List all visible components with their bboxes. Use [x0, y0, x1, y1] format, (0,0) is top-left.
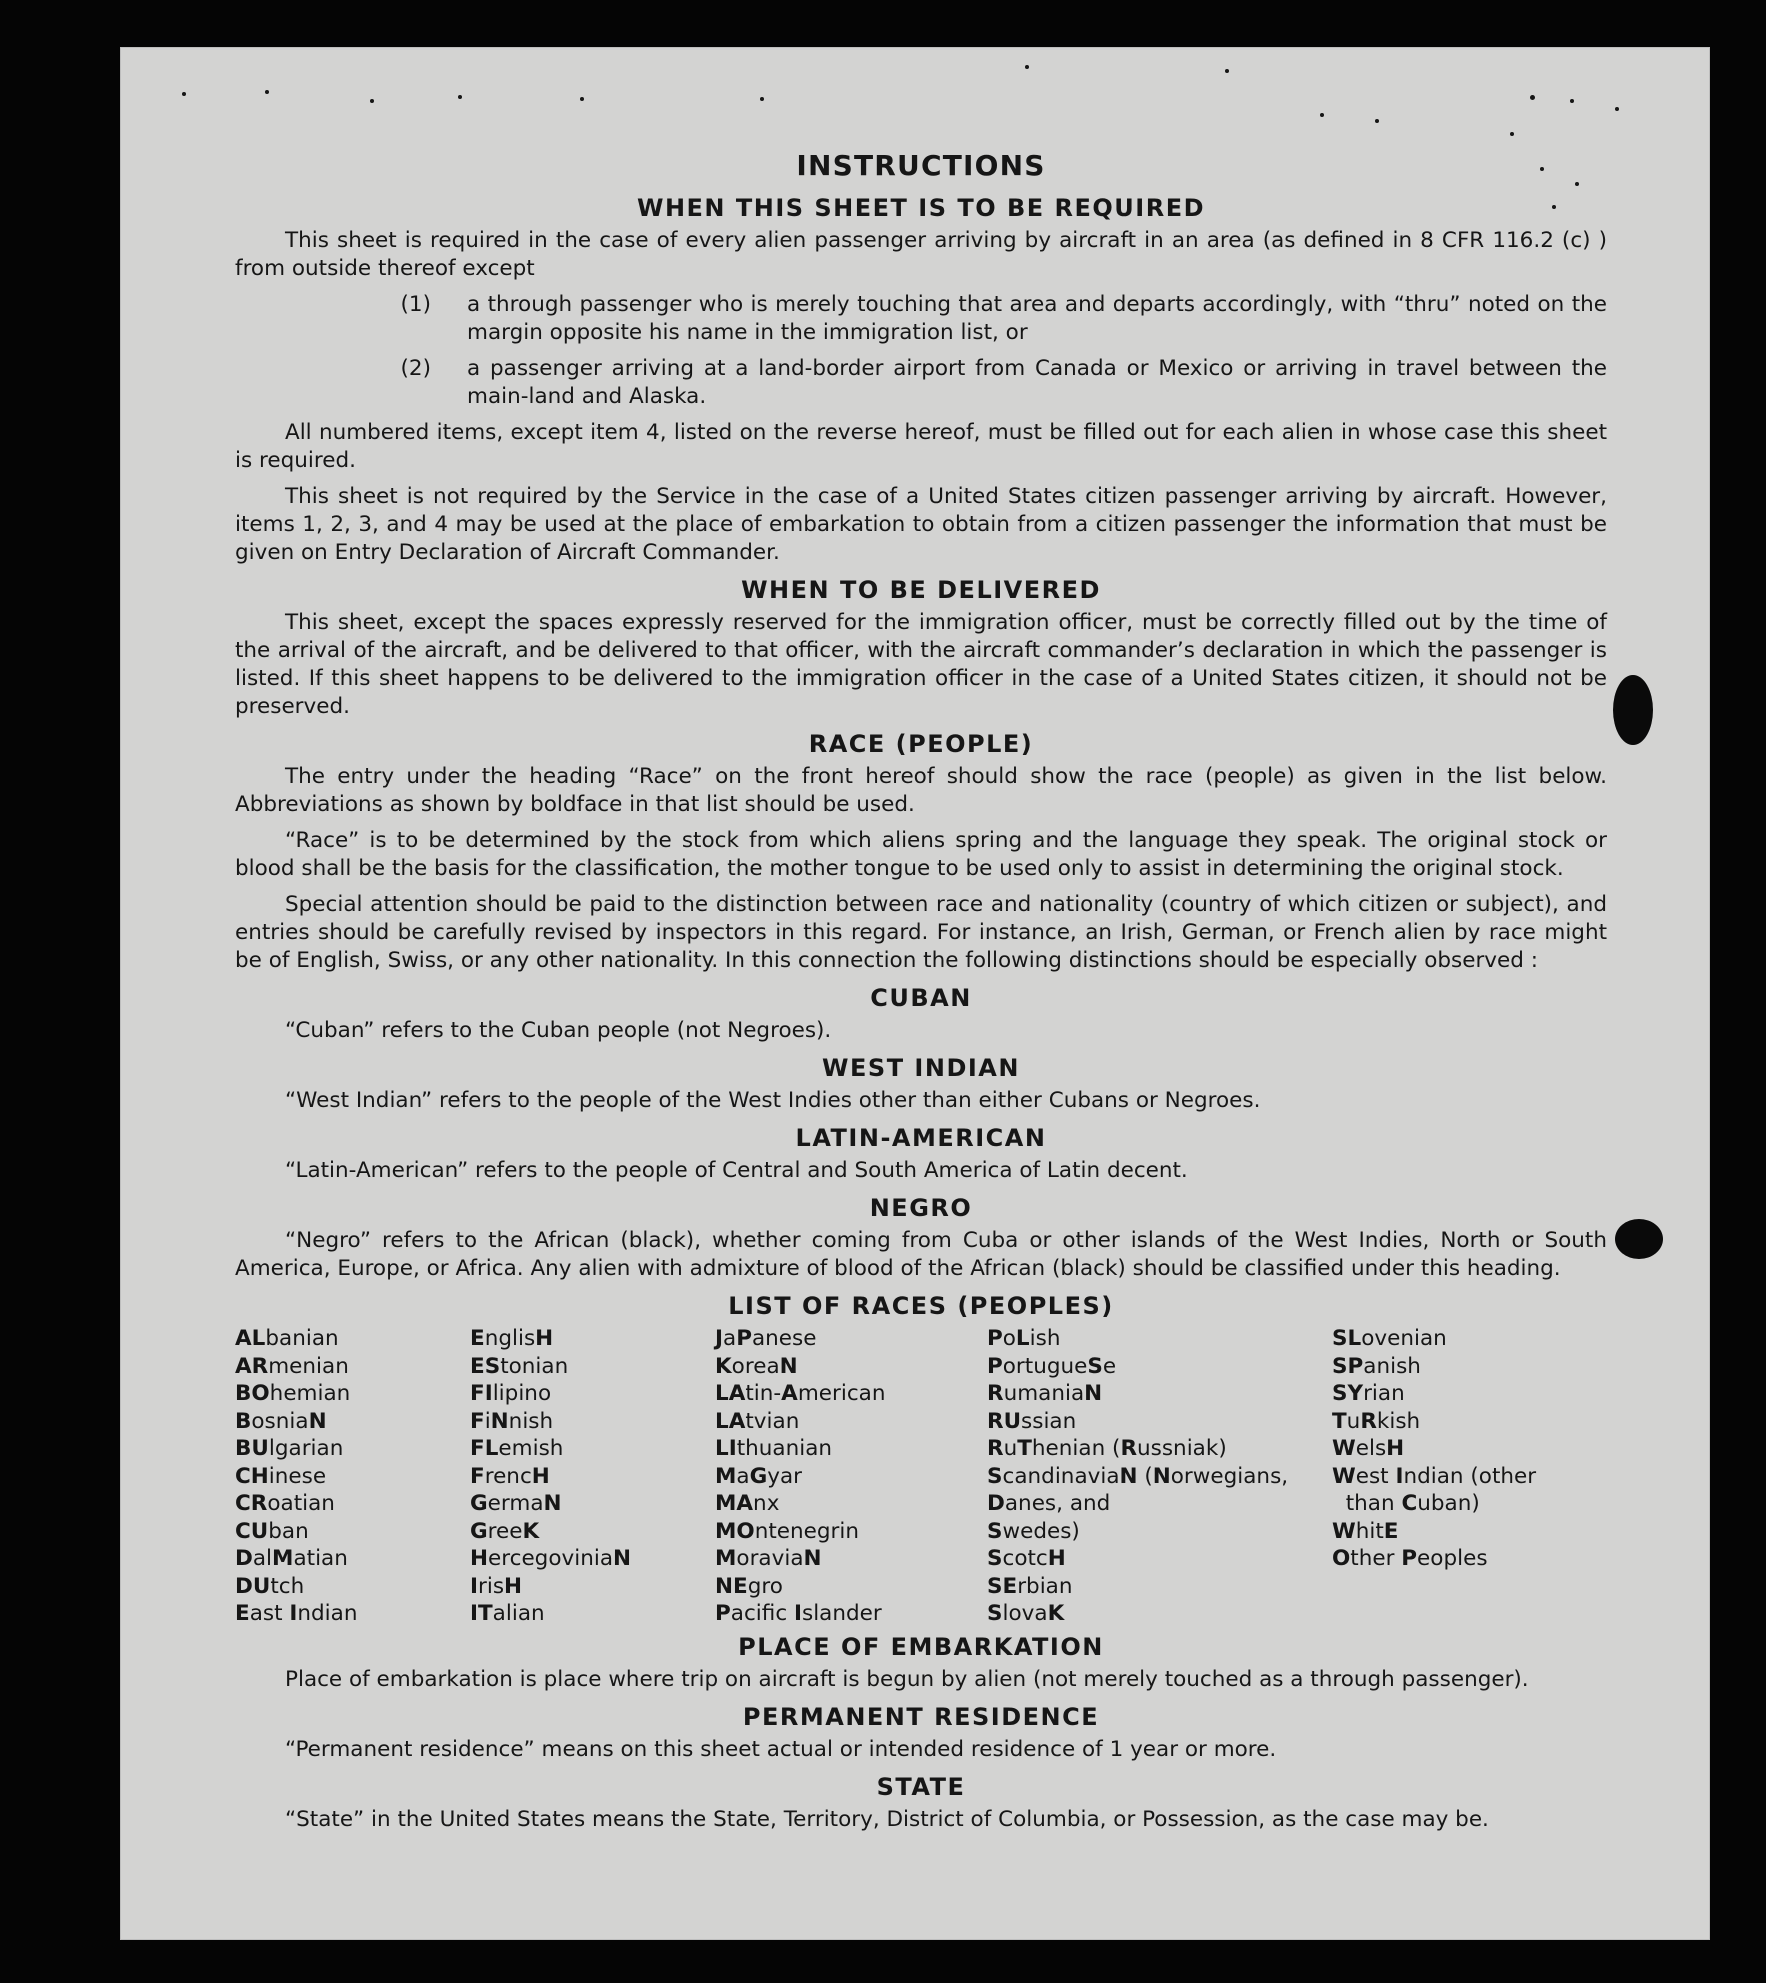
race-entry: MoraviaN [715, 1546, 822, 1571]
race-entry: ARmenian [235, 1353, 349, 1379]
paragraph: “West Indian” refers to the people of the West Indies other than either Cubans or Negroes. [285, 1088, 1261, 1113]
race-entry: GreeK [470, 1518, 540, 1544]
race-entry: IrisH [470, 1573, 523, 1599]
race-entry: SlovaK [987, 1601, 1065, 1626]
section-heading: CUBAN [870, 984, 972, 1012]
item-text: a passenger arriving at a land-border airport from Canada or Mexico or arriving in travel between the main-land and Alaska. [467, 356, 1607, 409]
race-entry: PortugueSe [987, 1353, 1117, 1379]
race-entry: RuThenian (Russniak) [987, 1436, 1227, 1461]
binder-hole-mark [1613, 675, 1653, 745]
race-entry: TuRkish [1332, 1408, 1421, 1434]
races-column [1332, 1325, 1607, 1628]
item-text: a through passenger who is merely touching that area and departs accordingly, with “thru” noted on the margin opposite his name in the immigration list, or [467, 292, 1607, 345]
paragraph: “Latin-American” refers to the people of Central and South America of Latin decent. [285, 1158, 1188, 1183]
race-entry: FiNnish [470, 1408, 554, 1434]
section-heading: WEST INDIAN [822, 1054, 1020, 1082]
race-entry: CRoatian [235, 1491, 335, 1516]
document-sheet [120, 47, 1710, 1940]
page-title: INSTRUCTIONS [796, 149, 1046, 182]
race-entry: East Indian [235, 1601, 358, 1626]
paragraph: “Permanent residence” means on this sheet actual or intended residence of 1 year or more. [285, 1736, 1277, 1762]
paragraph: “Race” is to be determined by the stock from which aliens spring and the language they speak. The original stock or blood shall be the basis for the classification, the mother tongue to be used only to assist in determining the original stock. [235, 828, 1607, 881]
paragraph: Place of embarkation is place where trip on aircraft is begun by alien (not merely touched as a through passenger). [285, 1666, 1529, 1692]
exception-item [235, 355, 1607, 411]
race-entry: NEgro [715, 1573, 783, 1599]
race-entry: CHinese [235, 1463, 327, 1489]
paragraph: All numbered items, except item 4, listed on the reverse hereof, must be filled out for each alien in whose case this sheet is required. [235, 420, 1607, 473]
race-entry: LAtin-American [715, 1381, 886, 1406]
section-heading: RACE (PEOPLE) [808, 730, 1034, 758]
race-entry: CUban [235, 1518, 309, 1544]
section-heading: WHEN THIS SHEET IS TO BE REQUIRED [636, 194, 1206, 222]
race-entry: FIlipino [470, 1381, 552, 1406]
paragraph: The entry under the heading “Race” on the front hereof should show the race (people) as given in the list below. Abbreviations as shown by boldface in that list should be used. [235, 764, 1607, 817]
paragraph: “Cuban” refers to the Cuban people (not Negroes). [285, 1018, 832, 1043]
race-entry: than Cuban) [1345, 1491, 1480, 1516]
race-entry: PoLish [987, 1326, 1061, 1351]
race-entry: West Indian (other [1332, 1463, 1537, 1489]
races-column [715, 1325, 987, 1628]
race-entry: GermaN [470, 1491, 562, 1516]
instructions-content [235, 149, 1607, 1842]
race-entry: Other Peoples [1332, 1546, 1488, 1571]
race-entry: FLemish [470, 1436, 564, 1461]
race-entry: EStonian [470, 1353, 569, 1379]
paragraph: This sheet is required in the case of every alien passenger arriving by aircraft in an area (as defined in 8 CFR 116.2 (c) ) from outside thereof except [235, 228, 1607, 281]
race-entry: Danes, and [987, 1491, 1111, 1516]
race-entry: LAtvian [715, 1408, 800, 1434]
item-number: (1) [400, 292, 431, 317]
race-entry: ITalian [470, 1601, 545, 1626]
race-entry: Pacifc Islander [715, 1601, 882, 1626]
race-entry: EnglisH [470, 1326, 554, 1351]
race-entry: LIthuanian [715, 1436, 833, 1461]
race-entry: DalMatian [235, 1546, 348, 1571]
section-heading: LATIN-AMERICAN [795, 1124, 1047, 1152]
race-entry: WelsH [1332, 1436, 1405, 1461]
section-heading: NEGRO [869, 1194, 973, 1222]
race-entry: BUlgarian [235, 1436, 344, 1461]
binder-hole-mark [1615, 1219, 1663, 1259]
paragraph: “State” in the United States means the State, Territory, District of Columbia, or Possession, as the case may be. [285, 1806, 1489, 1832]
race-entry: ScandinaviaN (Norwegians, [987, 1463, 1289, 1489]
paragraph: This sheet is not required by the Service in the case of a United States citizen passenger arriving by aircraft. However, items 1, 2, 3, and 4 may be used at the place of embarkation to obtain from a citizen passenger the information that must be given on Entry Declaration of Aircraft Commander. [235, 484, 1607, 565]
races-column [470, 1325, 715, 1628]
race-entry: SLovenian [1332, 1326, 1447, 1351]
races-column [235, 1325, 470, 1628]
race-entry: SErbian [987, 1573, 1073, 1599]
race-entry: HercegoviniaN [470, 1546, 632, 1571]
paragraph: This sheet, except the spaces expressly reserved for the immigration officer, must be correctly filled out by the time of the arrival of the aircraft, and be delivered to that officer, with the aircraft commander’s declaration in which the passenger is listed. If this sheet happens to be delivered to the immigration officer in the case of a United States citizen, it should not be preserved. [235, 610, 1607, 719]
section-heading: STATE [876, 1772, 966, 1801]
races-list [235, 1325, 1607, 1628]
exception-item [235, 291, 1607, 347]
race-entry: FrencH [470, 1463, 550, 1489]
race-entry: JaPanese [715, 1326, 817, 1351]
race-entry: ALbanian [235, 1326, 339, 1351]
section-heading: PERMANENT RESIDENCE [742, 1702, 1100, 1731]
section-heading: WHEN TO BE DELIVERED [741, 576, 1101, 604]
paragraph: “Negro” refers to the African (black), whether coming from Cuba or other islands of the West Indies, North or South America, Europe, or Africa. Any alien with admixture of blood of the African (black) should be classified under this heading. [235, 1228, 1607, 1281]
race-entry: MAnx [715, 1491, 780, 1516]
race-entry: MaGyar [715, 1463, 803, 1489]
races-column [987, 1325, 1332, 1628]
race-entry: BOhemian [235, 1381, 351, 1406]
section-heading: PLACE OF EMBARKATION [738, 1632, 1104, 1661]
paragraph: Special attention should be paid to the distinction between race and nationality (country of which citizen or subject), and entries should be carefully revised by inspectors in this regard. For instance, an Irish, German, or French alien by race might be of English, Swiss, or any other nationality. In this connection the following distinctions should be especially observed : [235, 892, 1607, 973]
race-entry: DUtch [235, 1573, 305, 1599]
race-entry: SPanish [1332, 1353, 1421, 1379]
item-number: (2) [400, 356, 431, 381]
race-entry: Swedes) [987, 1518, 1080, 1544]
race-entry: SYrian [1332, 1381, 1405, 1406]
race-entry: RumaniaN [987, 1381, 1103, 1406]
race-entry: ScotcH [987, 1546, 1066, 1571]
race-entry: MOntenegrin [715, 1518, 859, 1544]
race-entry: RUssian [987, 1408, 1077, 1434]
race-entry: WhitE [1332, 1518, 1399, 1544]
section-heading: LIST OF RACES (PEOPLES) [728, 1292, 1114, 1320]
race-entry: BosniaN [235, 1408, 327, 1434]
race-entry: KoreaN [715, 1353, 798, 1379]
